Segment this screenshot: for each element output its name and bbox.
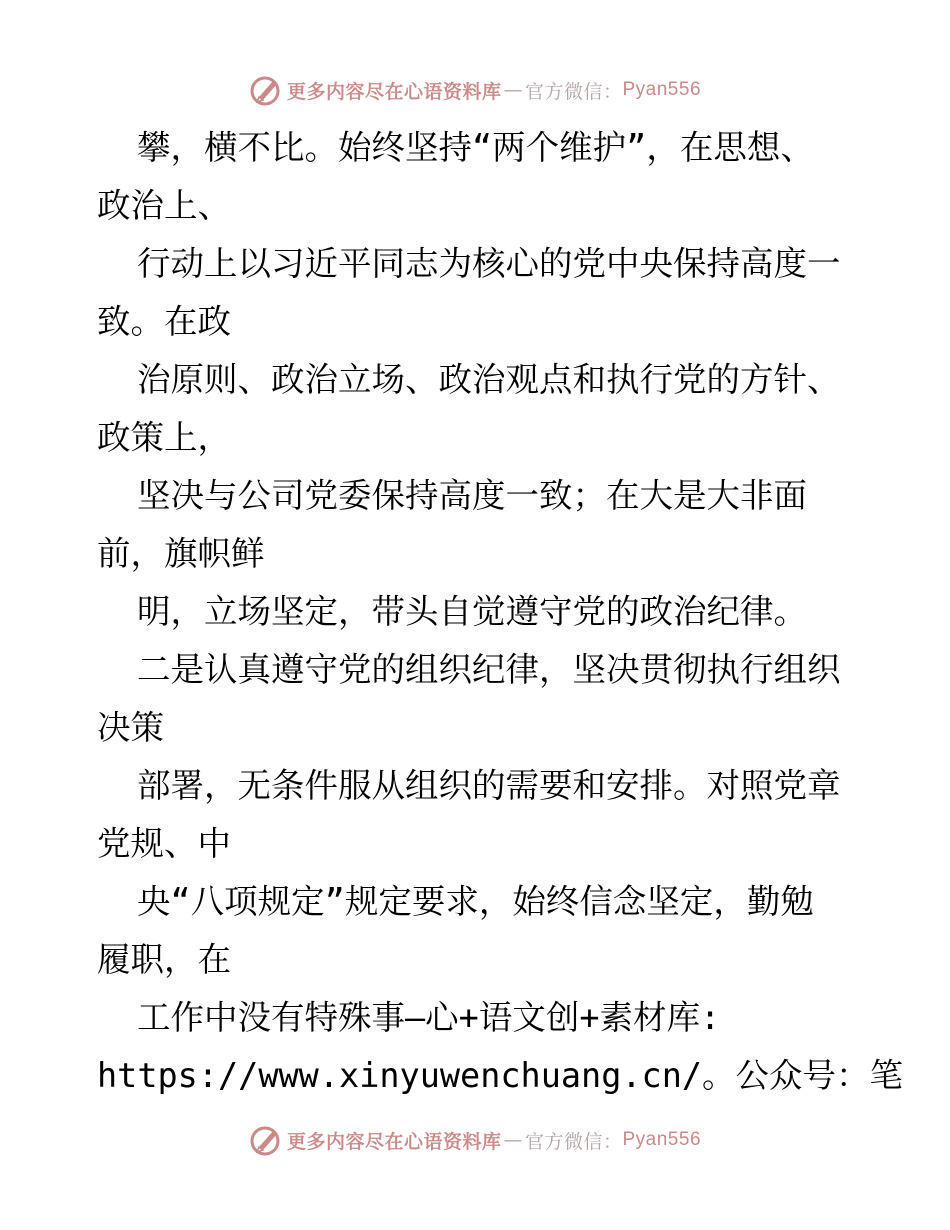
text-line: 决策 — [97, 708, 164, 747]
text-line: 央“八项规定”规定要求，始终信念坚定，勤勉 — [137, 882, 814, 921]
watermark-separator: — — [503, 79, 523, 101]
watermark-wechat-id: Pyan556 — [622, 79, 702, 100]
text-line: 攀，横不比。始终坚持“两个维护”，在思想、 — [137, 128, 814, 167]
document-body — [97, 119, 904, 1105]
text-line: 部署，无条件服从组织的需要和安排。对照党章 — [137, 766, 841, 805]
text-line: 治原则、政治立场、政治观点和执行党的方针、 — [137, 360, 841, 399]
pen-logo-icon — [249, 1123, 283, 1157]
watermark-main-text: 更多内容尽在心语资料库 — [286, 1130, 502, 1153]
text-line: 明，立场坚定，带头自觉遵守党的政治纪律。 — [137, 592, 807, 631]
watermark-header — [0, 70, 950, 110]
text-line: 致。在政 — [97, 302, 231, 341]
watermark-wechat-id: Pyan556 — [622, 1129, 702, 1150]
text-line: 坚决与公司党委保持高度一致；在大是大非面 — [137, 476, 807, 515]
watermark-wechat-label: 官方微信： — [524, 80, 623, 103]
text-line: 工作中没有特殊事—心+语文创+素材库: — [137, 998, 721, 1037]
text-line: 前，旗帜鲜 — [97, 534, 265, 573]
text-line: https://www.xinyuwenchuang.cn/。公众号：笔 — [97, 1056, 904, 1095]
watermark-main-text: 更多内容尽在心语资料库 — [286, 80, 502, 103]
text-line: 履职，在 — [97, 940, 231, 979]
text-line: 行动上以习近平同志为核心的党中央保持高度一 — [137, 244, 841, 283]
watermark-footer — [0, 1120, 950, 1160]
pen-logo-icon — [249, 73, 283, 107]
text-line: 二是认真遵守党的组织纪律，坚决贯彻执行组织 — [137, 650, 841, 689]
text-line: 政策上， — [97, 418, 231, 457]
watermark-wechat-label: 官方微信： — [524, 1130, 623, 1153]
text-line: 党规、中 — [97, 824, 231, 863]
text-line: 政治上、 — [97, 186, 231, 225]
watermark-separator: — — [503, 1129, 523, 1151]
